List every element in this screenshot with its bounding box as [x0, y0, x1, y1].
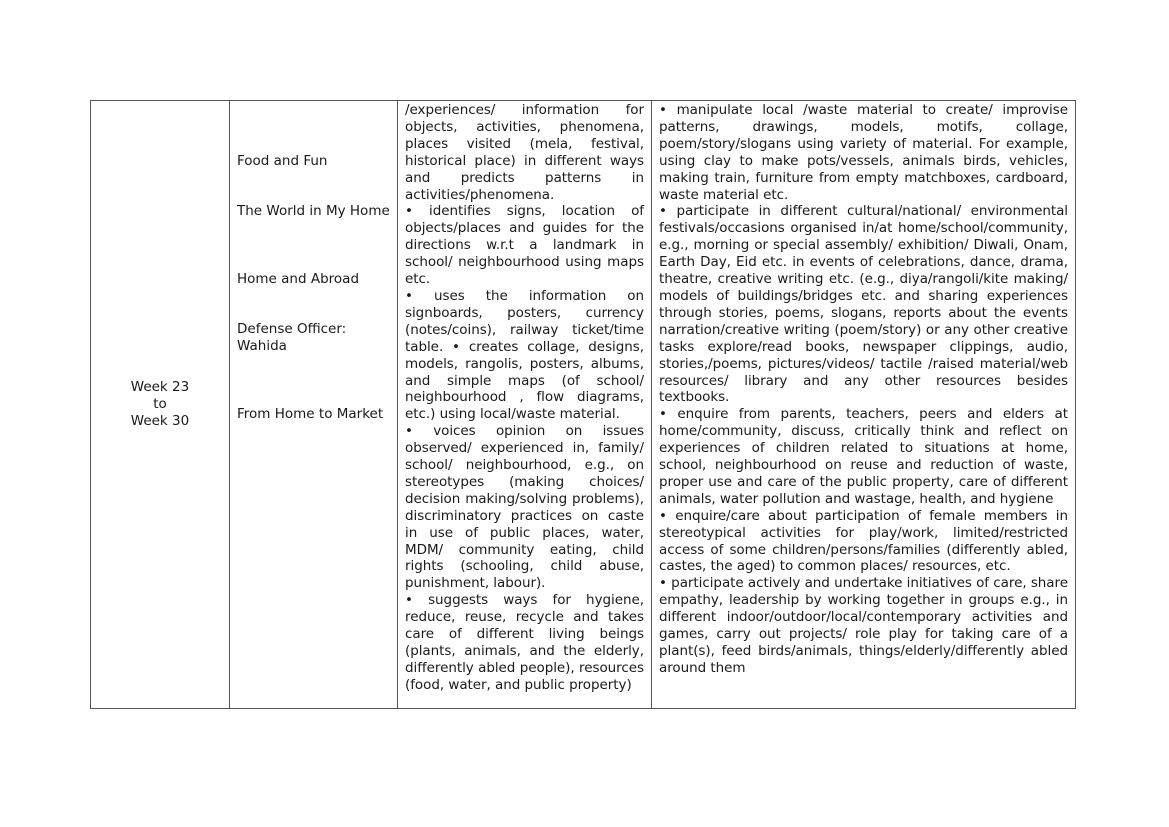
curriculum-table	[90, 100, 1076, 709]
week-to: to	[153, 396, 167, 412]
activity-item: • participate in different cultural/national/ environmental festivals/occasions organised in/at home/school/community, e.g., morning or special assembly/ exhibition/ Diwali, Onam, Earth Day, Eid etc. in events of celebrations, dance, drama, theatre, creative writing etc. (e.g., diya/rangoli/kite making/ models of buildings/bridges etc. and sharing experiences through stories, poems, slogans, reports about the events narration/creative writing (poem/story) or any other creative tasks explore/read books, newspaper clippings, audio, stories,/poems, pictures/videos/ tactile /raised material/web resources/ library and any other resources besides textbooks.	[659, 203, 1068, 406]
theme-from-home-to-market: From Home to Market	[237, 406, 384, 422]
learning-outcome-item: • identifies signs, location of objects/places and guides for the directions w.r.t a landmark in school/ neighbourhood using maps etc.	[405, 203, 644, 288]
theme-food-and-fun: Food and Fun	[237, 153, 328, 169]
theme-defense-officer: Defense Officer: Wahida	[237, 321, 347, 354]
learning-outcomes-cell	[398, 101, 652, 709]
week-end: Week 30	[130, 413, 190, 429]
learning-outcome-item: /experiences/ information for objects, activities, phenomena, places visited (mela, festival, historical place) in different ways and predicts patterns in activities/phenomena.	[405, 102, 644, 203]
activity-item: • enquire from parents, teachers, peers and elders at home/community, discuss, critically think and reflect on experiences of children related to situations at home, school, neighbourhood on reuse and reduction of waste, proper use and care of the public property, care of different animals, water pollution and wastage, health, and hygiene	[659, 406, 1068, 507]
week-range-cell	[91, 101, 230, 709]
activity-item: • manipulate local /waste material to create/ improvise patterns, drawings, models, motifs, collage, poem/story/slogans using variety of material. For example, using clay to make pots/vessels, animals birds, vehicles, making train, furniture from empty matchboxes, cardboard, waste material etc.	[659, 102, 1068, 203]
learning-outcome-item: • uses the information on signboards, posters, currency (notes/coins), railway ticket/time table. • creates collage, designs, models, rangolis, posters, albums, and simple maps (of school/ neighbourhood , flow diagrams, etc.) using local/waste material.	[405, 287, 644, 423]
themes-cell	[230, 101, 398, 709]
learning-outcome-item: • suggests ways for hygiene, reduce, reuse, recycle and takes care of different living beings (plants, animals, and the elderly, differently abled people), resources (food, water, and public property)	[405, 592, 644, 693]
theme-home-and-abroad: Home and Abroad	[237, 271, 360, 287]
activity-item: • enquire/care about participation of female members in stereotypical activities for play/work, limited/restricted access of some children/persons/families (differently abled, castes, the aged) to common places/ resources, etc.	[659, 507, 1068, 575]
table-row	[91, 101, 1076, 709]
week-start: Week 23	[130, 379, 190, 395]
activity-item: • participate actively and undertake initiatives of care, share empathy, leadership by working together in groups e.g., in different indoor/outdoor/local/contemporary activities and games, carry out projects/ role play for taking care of a plant(s), feed birds/animals, things/elderly/differently abled around them	[659, 575, 1068, 676]
learning-outcome-item: • voices opinion on issues observed/ experienced in, family/ school/ neighbourhood, e.g., on stereotypes (making choices/ decision making/solving problems), discriminatory practices on caste in use of public places, water, MDM/ community eating, child rights (schooling, child abuse, punishment, labour).	[405, 423, 644, 592]
activities-cell	[652, 101, 1076, 709]
theme-world-in-my-home: The World in My Home	[237, 203, 390, 219]
